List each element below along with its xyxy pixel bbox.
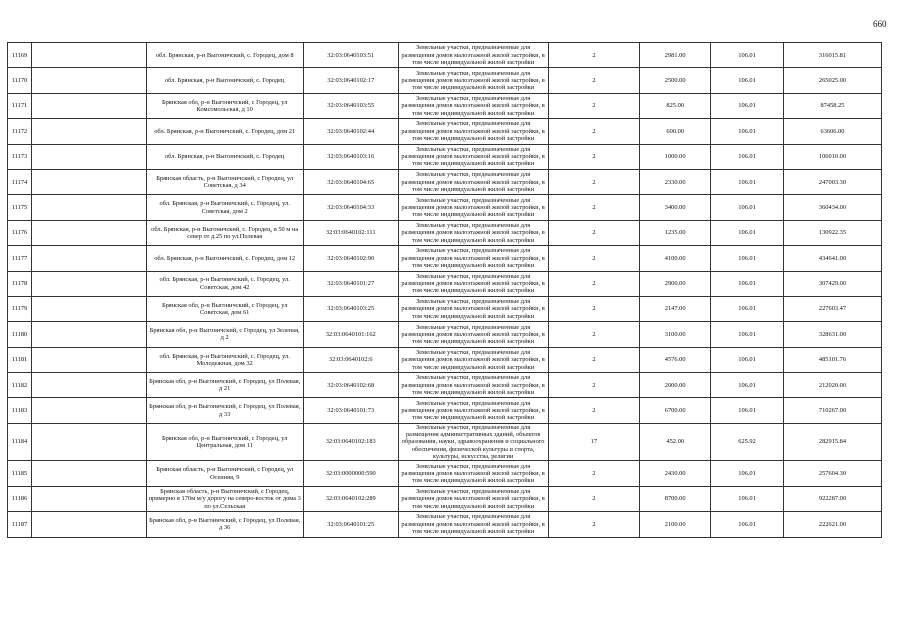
row-number: 11170	[8, 68, 32, 93]
specific-value-cell: 106.01	[711, 220, 784, 245]
table-row	[8, 246, 882, 271]
blank-cell	[31, 296, 146, 321]
row-number: 11171	[8, 93, 32, 118]
row-number: 11180	[8, 322, 32, 347]
use-code-cell: 2	[548, 347, 640, 372]
specific-value-cell: 106.01	[711, 246, 784, 271]
specific-value-cell: 106.01	[711, 169, 784, 194]
row-number: 11179	[8, 296, 32, 321]
cadastral-number-cell: 32:03:0640101:162	[303, 322, 398, 347]
land-use-cell: Земельные участки, предназначенные для размещения домов малоэтажной жилой застройки, в том числе индивидуальной жилой застройки	[398, 246, 548, 271]
land-use-cell: Земельные участки, предназначенные для размещения домов малоэтажной жилой застройки, в том числе индивидуальной жилой застройки	[398, 220, 548, 245]
row-number: 11173	[8, 144, 32, 169]
table-row	[8, 347, 882, 372]
cadastral-number-cell: 32:03:0640103:25	[303, 296, 398, 321]
blank-cell	[31, 373, 146, 398]
land-use-cell: Земельные участки, предназначенные для размещения домов малоэтажной жилой застройки, в том числе индивидуальной жилой застройки	[398, 68, 548, 93]
cadastral-value-cell: 710267.00	[784, 398, 882, 423]
use-code-cell: 2	[548, 169, 640, 194]
use-code-cell: 2	[548, 296, 640, 321]
cadastral-value-cell: 328631.00	[784, 322, 882, 347]
use-code-cell: 2	[548, 68, 640, 93]
table-row	[8, 373, 882, 398]
registry-body	[8, 43, 882, 538]
specific-value-cell: 106.01	[711, 461, 784, 486]
area-cell: 4100.00	[640, 246, 711, 271]
land-use-cell: Земельные участки, предназначенные для размещения домов малоэтажной жилой застройки, в том числе индивидуальной жилой застройки	[398, 296, 548, 321]
cadastral-value-cell: 922287.00	[784, 486, 882, 511]
area-cell: 3400.00	[640, 195, 711, 220]
address-cell: Брянская обл, р-н Выгоничский, с Городец, ул Полевая, д 21	[146, 373, 303, 398]
table-row	[8, 68, 882, 93]
address-cell: обл. Брянская, р-н Выгоничский, с. Городец, дом 21	[146, 119, 303, 144]
address-cell: обл. Брянская, р-н Выгоничский, с. Городец, ул. Молодежная, дом 32	[146, 347, 303, 372]
row-number: 11182	[8, 373, 32, 398]
use-code-cell: 2	[548, 271, 640, 296]
table-row	[8, 296, 882, 321]
row-number: 11169	[8, 43, 32, 68]
land-use-cell: Земельные участки, предназначенные для размещения домов малоэтажной жилой застройки, в том числе индивидуальной жилой застройки	[398, 144, 548, 169]
specific-value-cell: 625.92	[711, 423, 784, 460]
specific-value-cell: 106.01	[711, 43, 784, 68]
cadastral-value-cell: 434641.00	[784, 246, 882, 271]
specific-value-cell: 106.01	[711, 486, 784, 511]
area-cell: 2330.00	[640, 169, 711, 194]
land-use-cell: Земельные участки, предназначенные для размещения административных зданий, объектов образования, науки, здравоохранения и социального обеспечения, физической культуры и спорта, культуры, искусства, религии	[398, 423, 548, 460]
row-number: 11186	[8, 486, 32, 511]
table-row	[8, 220, 882, 245]
blank-cell	[31, 512, 146, 537]
cadastral-number-cell: 32:03:0640102:6	[303, 347, 398, 372]
specific-value-cell: 106.01	[711, 347, 784, 372]
page-number: 660	[873, 19, 887, 29]
area-cell: 2981.00	[640, 43, 711, 68]
blank-cell	[31, 93, 146, 118]
address-cell: Брянская обл, р-н Выгоничский, с Городец, ул Полевая, д 33	[146, 398, 303, 423]
area-cell: 452.00	[640, 423, 711, 460]
cadastral-number-cell: 32:03:0640104:33	[303, 195, 398, 220]
cadastral-value-cell: 106010.00	[784, 144, 882, 169]
land-use-cell: Земельные участки, предназначенные для размещения домов малоэтажной жилой застройки, в том числе индивидуальной жилой застройки	[398, 461, 548, 486]
use-code-cell: 2	[548, 220, 640, 245]
blank-cell	[31, 423, 146, 460]
cadastral-number-cell: 32:03:0640102:183	[303, 423, 398, 460]
use-code-cell: 2	[548, 512, 640, 537]
use-code-cell: 17	[548, 423, 640, 460]
cadastral-value-cell: 87458.25	[784, 93, 882, 118]
blank-cell	[31, 322, 146, 347]
cadastral-number-cell: 32:03:0640102:44	[303, 119, 398, 144]
address-cell: Брянская обл, р-н Выгоничский, с Городец, ул Полевая, д 36	[146, 512, 303, 537]
use-code-cell: 2	[548, 119, 640, 144]
address-cell: Брянская обл, р-н Выгоничский, с Городец, ул Зеленая, д 2	[146, 322, 303, 347]
land-use-cell: Земельные участки, предназначенные для размещения домов малоэтажной жилой застройки, в том числе индивидуальной жилой застройки	[398, 119, 548, 144]
address-cell: обл. Брянская, р-н Выгоничский, с. Городец, в 50 м на север от д.25 по ул.Полевая	[146, 220, 303, 245]
cadastral-value-cell: 265025.00	[784, 68, 882, 93]
table-row	[8, 93, 882, 118]
table-row	[8, 119, 882, 144]
land-use-cell: Земельные участки, предназначенные для размещения домов малоэтажной жилой застройки, в том числе индивидуальной жилой застройки	[398, 271, 548, 296]
cadastral-value-cell: 222621.00	[784, 512, 882, 537]
blank-cell	[31, 271, 146, 296]
cadastral-value-cell: 212020.00	[784, 373, 882, 398]
row-number: 11185	[8, 461, 32, 486]
address-cell: Брянская область, р-н Выгоничский, с Городец, ул Советская, д 34	[146, 169, 303, 194]
land-use-cell: Земельные участки, предназначенные для размещения домов малоэтажной жилой застройки, в том числе индивидуальной жилой застройки	[398, 43, 548, 68]
area-cell: 825.00	[640, 93, 711, 118]
row-number: 11175	[8, 195, 32, 220]
area-cell: 6700.00	[640, 398, 711, 423]
table-row	[8, 195, 882, 220]
specific-value-cell: 106.01	[711, 271, 784, 296]
address-cell: обл. Брянская, р-н Выгоничский, с. Городец	[146, 144, 303, 169]
cadastral-number-cell: 32:03:0640102:17	[303, 68, 398, 93]
address-cell: Брянская обл, р-н Выгоничский, с Городец, ул Комсомольская, д 10	[146, 93, 303, 118]
blank-cell	[31, 144, 146, 169]
use-code-cell: 2	[548, 246, 640, 271]
table-row	[8, 398, 882, 423]
blank-cell	[31, 246, 146, 271]
row-number: 11183	[8, 398, 32, 423]
cadastral-number-cell: 32:03:0640102:111	[303, 220, 398, 245]
area-cell: 2430.00	[640, 461, 711, 486]
specific-value-cell: 106.01	[711, 322, 784, 347]
area-cell: 1235.00	[640, 220, 711, 245]
use-code-cell: 2	[548, 486, 640, 511]
land-use-cell: Земельные участки, предназначенные для размещения домов малоэтажной жилой застройки, в том числе индивидуальной жилой застройки	[398, 93, 548, 118]
cadastral-number-cell: 32:03:0640102:68	[303, 373, 398, 398]
cadastral-value-cell: 247003.30	[784, 169, 882, 194]
area-cell: 2100.00	[640, 512, 711, 537]
specific-value-cell: 106.01	[711, 144, 784, 169]
use-code-cell: 2	[548, 373, 640, 398]
use-code-cell: 2	[548, 322, 640, 347]
table-row	[8, 486, 882, 511]
row-number: 11187	[8, 512, 32, 537]
row-number: 11176	[8, 220, 32, 245]
address-cell: Брянская обл, р-н Выгоничский, с Городец, ул Центральная, дом 11	[146, 423, 303, 460]
cadastral-number-cell: 32:03:0640101:25	[303, 512, 398, 537]
specific-value-cell: 106.01	[711, 195, 784, 220]
use-code-cell: 2	[548, 144, 640, 169]
cadastral-number-cell: 32:03:0640103:16	[303, 144, 398, 169]
cadastral-number-cell: 32:03:0640104:65	[303, 169, 398, 194]
cadastral-value-cell: 485101.76	[784, 347, 882, 372]
cadastral-number-cell: 32:03:0640103:51	[303, 43, 398, 68]
blank-cell	[31, 169, 146, 194]
cadastral-value-cell: 360434.00	[784, 195, 882, 220]
row-number: 11181	[8, 347, 32, 372]
area-cell: 4576.00	[640, 347, 711, 372]
blank-cell	[31, 220, 146, 245]
table-row	[8, 271, 882, 296]
blank-cell	[31, 195, 146, 220]
use-code-cell: 2	[548, 93, 640, 118]
specific-value-cell: 106.01	[711, 119, 784, 144]
blank-cell	[31, 347, 146, 372]
land-use-cell: Земельные участки, предназначенные для размещения домов малоэтажной жилой застройки, в том числе индивидуальной жилой застройки	[398, 347, 548, 372]
blank-cell	[31, 68, 146, 93]
cadastral-number-cell: 32:03:0640101:73	[303, 398, 398, 423]
cadastral-number-cell: 32:03:0640101:27	[303, 271, 398, 296]
table-row	[8, 144, 882, 169]
address-cell: Брянская обл, р-н Выгоничский, с Городец, ул Советская, дом 61	[146, 296, 303, 321]
row-number: 11177	[8, 246, 32, 271]
address-cell: обл. Брянская, р-н Выгоничский, с. Городец, ул. Советская, дом 42	[146, 271, 303, 296]
specific-value-cell: 106.01	[711, 373, 784, 398]
area-cell: 2500.00	[640, 68, 711, 93]
land-use-cell: Земельные участки, предназначенные для размещения домов малоэтажной жилой застройки, в том числе индивидуальной жилой застройки	[398, 195, 548, 220]
specific-value-cell: 106.01	[711, 68, 784, 93]
table-row	[8, 43, 882, 68]
area-cell: 1000.00	[640, 144, 711, 169]
cadastral-value-cell: 227603.47	[784, 296, 882, 321]
cadastral-value-cell: 282915.84	[784, 423, 882, 460]
address-cell: обл. Брянская, р-н Выгоничский, с. Городец, дом 8	[146, 43, 303, 68]
land-use-cell: Земельные участки, предназначенные для размещения домов малоэтажной жилой застройки, в том числе индивидуальной жилой застройки	[398, 373, 548, 398]
land-use-cell: Земельные участки, предназначенные для размещения домов малоэтажной жилой застройки, в том числе индивидуальной жилой застройки	[398, 486, 548, 511]
blank-cell	[31, 486, 146, 511]
table-row	[8, 169, 882, 194]
blank-cell	[31, 461, 146, 486]
area-cell: 2900.00	[640, 271, 711, 296]
land-use-cell: Земельные участки, предназначенные для размещения домов малоэтажной жилой застройки, в том числе индивидуальной жилой застройки	[398, 512, 548, 537]
area-cell: 600.00	[640, 119, 711, 144]
blank-cell	[31, 43, 146, 68]
blank-cell	[31, 119, 146, 144]
cadastral-value-cell: 63606.00	[784, 119, 882, 144]
table-row	[8, 423, 882, 460]
row-number: 11172	[8, 119, 32, 144]
cadastral-value-cell: 307429.00	[784, 271, 882, 296]
row-number: 11184	[8, 423, 32, 460]
specific-value-cell: 106.01	[711, 93, 784, 118]
cadastral-value-cell: 316015.81	[784, 43, 882, 68]
cadastral-number-cell: 32:03:0640102:90	[303, 246, 398, 271]
address-cell: обл. Брянская, р-н Выгоничский, с. Городец	[146, 68, 303, 93]
area-cell: 8700.00	[640, 486, 711, 511]
area-cell: 3100.00	[640, 322, 711, 347]
use-code-cell: 2	[548, 398, 640, 423]
address-cell: Брянская область, р-н Выгоничский, с Городец, ул Осенняя, 9	[146, 461, 303, 486]
address-cell: Брянская область, р-н Выгоничский, с Городец, примерно в 170м м/у дорогу на северо-восток от дома 3 по ул.Сельская	[146, 486, 303, 511]
row-number: 11174	[8, 169, 32, 194]
address-cell: обл. Брянская, р-н Выгоничский, с. Городец, дом 12	[146, 246, 303, 271]
use-code-cell: 2	[548, 461, 640, 486]
address-cell: обл. Брянская, р-н Выгоничский, с. Городец, ул. Советская, дом 2	[146, 195, 303, 220]
area-cell: 2000.00	[640, 373, 711, 398]
cadastral-number-cell: 32:03:0640102:289	[303, 486, 398, 511]
use-code-cell: 2	[548, 43, 640, 68]
table-row	[8, 322, 882, 347]
row-number: 11178	[8, 271, 32, 296]
cadastral-number-cell: 32:03:0640103:55	[303, 93, 398, 118]
table-row	[8, 512, 882, 537]
land-use-cell: Земельные участки, предназначенные для размещения домов малоэтажной жилой застройки, в том числе индивидуальной жилой застройки	[398, 322, 548, 347]
land-use-cell: Земельные участки, предназначенные для размещения домов малоэтажной жилой застройки, в том числе индивидуальной жилой застройки	[398, 169, 548, 194]
use-code-cell: 2	[548, 195, 640, 220]
land-registry-table	[7, 42, 882, 538]
cadastral-value-cell: 130922.35	[784, 220, 882, 245]
specific-value-cell: 106.01	[711, 296, 784, 321]
table-row	[8, 461, 882, 486]
cadastral-number-cell: 32:03:0000000:590	[303, 461, 398, 486]
cadastral-value-cell: 257604.30	[784, 461, 882, 486]
blank-cell	[31, 398, 146, 423]
specific-value-cell: 106.01	[711, 398, 784, 423]
area-cell: 2147.00	[640, 296, 711, 321]
specific-value-cell: 106.01	[711, 512, 784, 537]
land-use-cell: Земельные участки, предназначенные для размещения домов малоэтажной жилой застройки, в том числе индивидуальной жилой застройки	[398, 398, 548, 423]
